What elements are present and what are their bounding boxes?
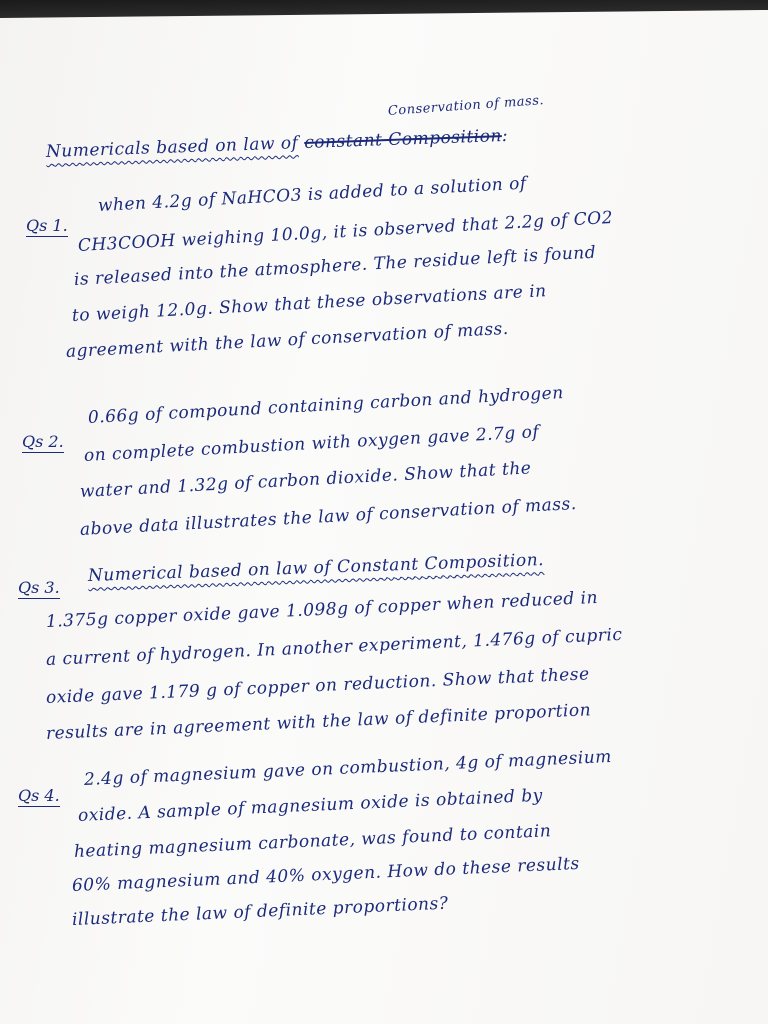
question-3-label: Qs 3. [18, 578, 60, 597]
question-3-line: a current of hydrogen. In another experiment, 1.476g of cupric [45, 624, 623, 670]
question-2-line: on complete combustion with oxygen gave 2.7g of [83, 422, 540, 466]
heading [46, 126, 509, 162]
question-1-line: agreement with the law of conservation of mass. [65, 318, 510, 362]
question-3-line: results are in agreement with the law of definite proportion [45, 700, 592, 744]
question-4-line: oxide. A sample of magnesium oxide is obtained by [77, 785, 544, 826]
question-4-label: Qs 4. [18, 786, 60, 805]
question-2-line: water and 1.32g of carbon dioxide. Show that the [79, 458, 532, 502]
question-2-line: 0.66g of compound containing carbon and hydrogen [87, 383, 565, 428]
question-3-subheading: Numerical based on law of Constant Composition. [87, 550, 545, 586]
question-1-line: CH3COOH weighing 10.0g, it is observed that 2.2g of CO2 [77, 207, 614, 256]
heading-prefix: Numericals based on law of [45, 133, 299, 162]
heading-suffix: : [501, 125, 509, 147]
question-4-line: 60% magnesium and 40% oxygen. How do these results [71, 853, 581, 896]
question-1-line: to weigh 12.0g. Show that these observations are in [71, 281, 548, 326]
question-2-label: Qs 2. [22, 432, 64, 451]
question-4-line: illustrate the law of definite proportions? [71, 893, 449, 930]
question-1-label: Qs 1. [26, 216, 68, 235]
heading-insert: Conservation of mass. [387, 93, 545, 119]
heading-struck-text: constant Composition [303, 126, 503, 153]
question-1-line: is released into the atmosphere. The residue left is found [73, 242, 597, 290]
question-3-line: oxide gave 1.179 g of copper on reduction. Show that these [45, 664, 590, 708]
question-3-line: 1.375g copper oxide gave 1.098g of copper when reduced in [45, 587, 599, 632]
question-1-line: when 4.2g of NaHCO3 is added to a solution of [97, 173, 528, 216]
question-2-line: above data illustrates the law of conservation of mass. [79, 493, 578, 540]
page-top-edge [0, 0, 768, 18]
question-4-line: heating magnesium carbonate, was found to contain [73, 821, 552, 862]
question-4-line: 2.4g of magnesium gave on combustion, 4g of magnesium [83, 746, 613, 790]
